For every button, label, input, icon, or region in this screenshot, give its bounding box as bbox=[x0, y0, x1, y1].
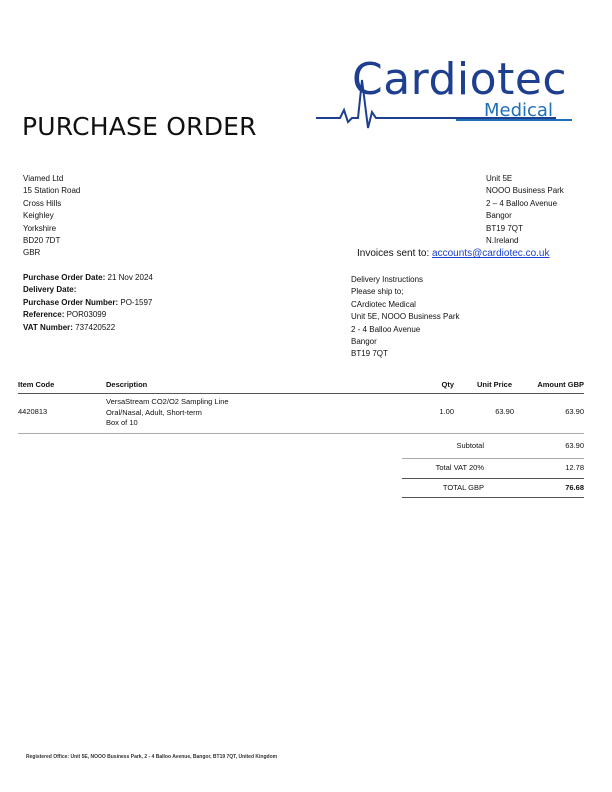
company-address-line: NOOO Business Park bbox=[486, 186, 564, 196]
delivery-date-label: Delivery Date: bbox=[23, 285, 77, 295]
page-title: PURCHASE ORDER bbox=[22, 112, 257, 141]
delivery-instructions bbox=[351, 274, 459, 361]
supplier-line: Yorkshire bbox=[23, 223, 57, 233]
delivery-line: CArdiotec Medical bbox=[351, 299, 416, 309]
reference-row bbox=[23, 309, 153, 321]
supplier-address bbox=[23, 173, 80, 260]
logo-subtitle: Medical bbox=[484, 100, 553, 121]
delivery-date-row bbox=[23, 284, 153, 296]
item-amount: 63.90 bbox=[565, 407, 584, 416]
column-header-description: Description bbox=[106, 380, 148, 389]
supplier-line: 15 Station Road bbox=[23, 186, 81, 196]
delivery-line: Delivery Instructions bbox=[351, 275, 424, 284]
subtotal-value: 63.90 bbox=[565, 441, 584, 450]
delivery-line: Bangor bbox=[351, 337, 377, 347]
supplier-line: Cross Hills bbox=[23, 198, 62, 208]
subtotal-divider bbox=[402, 458, 584, 459]
row-divider bbox=[18, 433, 584, 434]
vat-label: Total VAT 20% bbox=[435, 463, 484, 472]
invoice-note bbox=[357, 248, 549, 259]
invoice-email-link[interactable]: accounts@cardiotec.co.uk bbox=[432, 248, 550, 259]
item-qty: 1.00 bbox=[439, 407, 454, 416]
item-description-line: Oral/Nasal, Adult, Short-term bbox=[106, 407, 202, 417]
vat-number-row bbox=[23, 322, 153, 334]
order-number-row bbox=[23, 297, 153, 309]
company-address-line: BT19 7QT bbox=[486, 223, 523, 233]
item-unit-price: 63.90 bbox=[495, 407, 514, 416]
vat-number-value: 737420522 bbox=[72, 322, 116, 332]
item-description bbox=[106, 397, 229, 429]
delivery-line: Please ship to; bbox=[351, 287, 404, 297]
company-address-line: Bangor bbox=[486, 211, 512, 221]
reference-value: POR03099 bbox=[64, 310, 107, 320]
company-address bbox=[486, 173, 564, 247]
company-address-line: N.Ireland bbox=[486, 236, 519, 246]
column-header-qty: Qty bbox=[441, 380, 454, 389]
item-description-line: Box of 10 bbox=[106, 418, 138, 427]
column-header-item-code: Item Code bbox=[18, 380, 55, 389]
item-code: 4420813 bbox=[18, 407, 48, 416]
order-date-value: 21 Nov 2024 bbox=[105, 273, 153, 282]
total-divider bbox=[402, 497, 584, 498]
order-date-row bbox=[23, 272, 153, 284]
supplier-line: GBR bbox=[23, 248, 41, 258]
order-details bbox=[23, 272, 153, 334]
reference-label: Reference: bbox=[23, 310, 65, 320]
company-address-line: Unit 5E bbox=[486, 174, 513, 183]
delivery-line: 2 - 4 Balloo Avenue bbox=[351, 324, 421, 334]
invoice-label: Invoices sent to: bbox=[357, 248, 433, 259]
supplier-line: Keighley bbox=[23, 211, 54, 221]
order-number-value: PO-1597 bbox=[118, 297, 153, 307]
vat-divider bbox=[402, 478, 584, 479]
supplier-line: BD20 7DT bbox=[23, 236, 61, 246]
delivery-line: BT19 7QT bbox=[351, 349, 388, 359]
total-label: TOTAL GBP bbox=[442, 483, 484, 492]
header-divider bbox=[18, 393, 584, 394]
column-header-unit-price: Unit Price bbox=[476, 380, 512, 389]
logo-wordmark: Cardiotec bbox=[352, 54, 568, 105]
vat-number-label: VAT Number: bbox=[23, 322, 73, 332]
order-date-label: Purchase Order Date: bbox=[23, 273, 106, 282]
vat-value: 12.78 bbox=[565, 463, 584, 472]
supplier-line: Viamed Ltd bbox=[23, 174, 64, 183]
column-header-amount: Amount GBP bbox=[537, 380, 584, 389]
subtotal-label: Subtotal bbox=[456, 441, 484, 450]
order-number-label: Purchase Order Number: bbox=[23, 297, 119, 307]
total-value: 76.68 bbox=[565, 483, 584, 492]
delivery-line: Unit 5E, NOOO Business Park bbox=[351, 312, 460, 322]
registered-office-footer: Registered Office: Unit 5E, NOOO Business Park, 2 - 4 Balloo Avenue, Bangor, BT19 7QT, United Kingdom bbox=[26, 754, 278, 760]
item-description-line: VersaStream CO2/O2 Sampling Line bbox=[106, 397, 229, 406]
company-address-line: 2 – 4 Balloo Avenue bbox=[486, 198, 558, 208]
